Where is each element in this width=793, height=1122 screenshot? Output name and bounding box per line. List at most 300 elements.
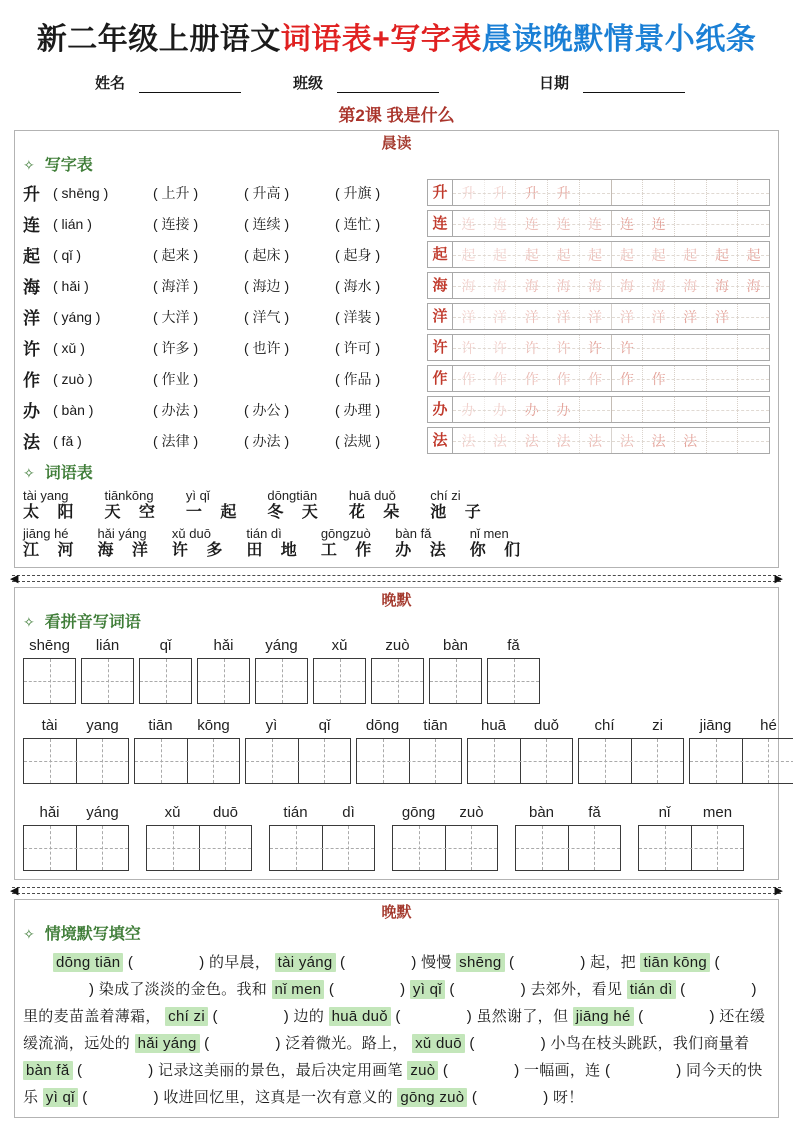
write-char: 升: [23, 185, 40, 204]
trace-cell: 起: [642, 242, 674, 267]
trace-cell: 作: [515, 366, 547, 391]
pinyin-practice-unit: [578, 717, 684, 784]
cloze-text: 泛着微光。路上，: [285, 1035, 408, 1052]
pinyin-label-row: [255, 637, 308, 658]
pinyin-label: fǎ: [588, 804, 601, 821]
trace-cell: 连: [579, 211, 611, 236]
pinyin-label: duō: [212, 804, 239, 821]
word-chars: 田 地: [246, 542, 304, 559]
word-item: [186, 488, 243, 523]
practice-cell: [246, 739, 298, 783]
cloze-text: 染成了淡淡的金色。我和: [98, 981, 268, 998]
pinyin-label: chí: [594, 717, 615, 734]
pinyin-label: zuò: [385, 637, 410, 654]
pinyin-practice-unit: [23, 717, 129, 784]
pinyin-label: men: [702, 804, 733, 821]
practice-cell: [135, 739, 187, 783]
diamond-bullet-icon: ✧: [23, 614, 35, 630]
write-table-columns: [23, 177, 427, 456]
write-row: [23, 177, 427, 208]
cloze-text: 一幅画，连: [523, 1062, 601, 1079]
practice-cell: [187, 739, 240, 783]
word-pinyin: jiāng hé: [23, 526, 69, 541]
write-word: ( 起床 ): [244, 246, 290, 263]
cloze-text: 记录这美丽的景色，最后决定用画笔: [158, 1062, 403, 1079]
word-pinyin: tài yang: [23, 488, 69, 503]
cloze-pinyin: shēng: [456, 953, 504, 972]
practice-cell: [568, 826, 621, 870]
title-segment-red: 词语表+写字表: [280, 23, 482, 56]
trace-cell: 海: [737, 273, 769, 298]
pinyin-label: zi: [652, 717, 663, 734]
trace-cell: 作: [579, 366, 611, 391]
date-field: [539, 72, 685, 93]
write-char: 法: [23, 433, 40, 452]
evening-badge-2: 晚默: [381, 904, 412, 921]
cloze-pinyin: tiān kōng: [640, 953, 710, 972]
name-label: 姓名: [95, 75, 126, 92]
write-word: ( 海水 ): [335, 277, 381, 294]
pinyin-practice-unit: [134, 717, 240, 784]
cloze-text: 去郊外，看见: [530, 981, 623, 998]
write-pinyin: ( qǐ ): [53, 246, 81, 263]
pinyin-label-row: [23, 637, 76, 658]
trace-cell: 洋: [515, 304, 547, 329]
word-item: [430, 488, 487, 523]
cloze-pinyin: xǔ duō: [412, 1034, 465, 1053]
cloze-pinyin: chí zi: [165, 1007, 208, 1026]
trace-grid-row: [427, 179, 770, 206]
trace-cell: 海: [706, 273, 738, 298]
write-pinyin: ( shēng ): [53, 184, 109, 201]
practice-cell: [579, 739, 631, 783]
trace-cell: 许: [611, 335, 643, 360]
write-pinyin: ( bàn ): [53, 401, 94, 418]
cloze-blank: ( ): [449, 981, 526, 998]
practice-cell: [147, 826, 199, 870]
pinyin-label: tài: [41, 717, 58, 734]
trace-grid-row: [427, 210, 770, 237]
practice-cell: [691, 826, 744, 870]
diamond-bullet-icon: ✧: [23, 465, 35, 481]
trace-cell: 法: [484, 428, 516, 453]
pinyin-label: shēng: [29, 637, 70, 654]
trace-head-cell: 许: [428, 335, 453, 360]
practice-box-double: [269, 825, 375, 871]
trace-cell: 海: [674, 273, 706, 298]
student-info-row: [10, 72, 783, 93]
trace-head-cell: 海: [428, 273, 453, 298]
pinyin-label-row: [197, 637, 250, 658]
trace-cell: [642, 180, 674, 205]
write-row: [23, 270, 427, 301]
cloze-pinyin: jiāng hé: [573, 1007, 634, 1026]
write-word: ( 起身 ): [335, 246, 381, 263]
trace-grid-row: [427, 272, 770, 299]
write-char: 海: [23, 278, 40, 297]
pinyin-practice-row-1: [23, 637, 770, 704]
practice-box-single: [139, 658, 192, 704]
trace-cell: 办: [461, 402, 476, 418]
practice-box-single: [429, 658, 482, 704]
pinyin-label-row: [356, 717, 462, 738]
pinyin-practice-unit: [515, 804, 621, 871]
pinyin-label: yáng: [86, 804, 119, 821]
practice-box-double: [467, 738, 573, 784]
trace-cell: 连: [611, 211, 643, 236]
trace-cell: 许: [461, 340, 476, 356]
write-word: ( 洋气 ): [244, 308, 290, 325]
trace-cell: [674, 397, 706, 422]
word-item: [97, 526, 154, 561]
word-item: [246, 526, 303, 561]
cloze-pinyin: yì qǐ: [410, 980, 445, 999]
pinyin-label-row: [429, 637, 482, 658]
pinyin-practice-unit: [371, 637, 424, 704]
trace-cell: [737, 335, 769, 360]
pinyin-label: yáng: [265, 637, 298, 654]
cloze-header: [23, 923, 770, 946]
word-table: [23, 488, 770, 561]
pinyin-practice-unit: [23, 804, 129, 871]
pinyin-practice-unit: [269, 804, 375, 871]
trace-cell: 许: [579, 335, 611, 360]
pinyin-label: huā: [480, 717, 507, 734]
write-char: 连: [23, 216, 40, 235]
cloze-blank: ( ): [395, 1008, 472, 1025]
practice-cell: [76, 739, 129, 783]
cloze-text: 起，把: [590, 954, 636, 971]
write-word: ( 洋装 ): [335, 308, 381, 325]
write-word: ( 连接 ): [153, 215, 199, 232]
practice-box-single: [255, 658, 308, 704]
write-char: 洋: [23, 309, 40, 328]
pinyin-label: tiān: [423, 717, 448, 734]
cloze-pinyin: gōng zuò: [397, 1088, 467, 1107]
cut-line: ◀ ▶: [10, 572, 783, 585]
evening-badge-1: 晚默: [381, 592, 412, 609]
morning-reading-box: [14, 130, 779, 568]
pinyin-label: xǔ: [331, 637, 348, 654]
write-row: [23, 301, 427, 332]
word-item: [172, 526, 229, 561]
trace-cell: 法: [547, 428, 579, 453]
trace-cell: 海: [484, 273, 516, 298]
write-pinyin: ( xǔ ): [53, 339, 85, 356]
pinyin-label: qǐ: [318, 717, 331, 734]
trace-cell: [674, 335, 706, 360]
pinyin-label: bàn: [528, 804, 555, 821]
word-item: [104, 488, 161, 523]
trace-cell: 起: [547, 242, 579, 267]
cloze-pinyin: tián dì: [627, 980, 676, 999]
pinyin-label-row: [146, 804, 252, 825]
practice-cell: [322, 826, 375, 870]
write-word: ( 法律 ): [153, 432, 199, 449]
word-item: [23, 488, 80, 523]
lesson-title: 第2课 我是什么: [338, 106, 455, 125]
trace-cell: 连: [461, 216, 476, 232]
trace-cell: 许: [547, 335, 579, 360]
practice-cell: [409, 739, 462, 783]
word-chars: 许 多: [171, 542, 230, 559]
practice-cell: [76, 826, 129, 870]
trace-cell: 许: [515, 335, 547, 360]
practice-cell: [445, 826, 498, 870]
word-chars: 天 空: [104, 504, 162, 521]
pinyin-label-row: [81, 637, 134, 658]
cut-line: ◀ ▶: [10, 884, 783, 897]
practice-cell: [468, 739, 520, 783]
name-field: [95, 72, 241, 93]
practice-cell: [393, 826, 445, 870]
practice-box-single: [371, 658, 424, 704]
page-title: [10, 14, 783, 58]
practice-box-double: [392, 825, 498, 871]
cloze-blank: ( ): [328, 981, 406, 998]
pinyin-label-row: [515, 804, 621, 825]
trace-cell: [674, 211, 706, 236]
trace-cell: [674, 180, 706, 205]
cloze-blank: ( ): [76, 1062, 154, 1079]
cloze-pinyin: huā duǒ: [329, 1007, 391, 1026]
cloze-pinyin: bàn fǎ: [23, 1061, 73, 1080]
trace-cell: 连: [642, 211, 674, 236]
trace-cell: [642, 335, 674, 360]
trace-cell: 法: [674, 428, 706, 453]
cloze-blank: ( ): [82, 1089, 159, 1106]
write-word: ( 法规 ): [335, 432, 381, 449]
trace-cell: 作: [547, 366, 579, 391]
trace-cell: [737, 304, 769, 329]
trace-cell: 海: [547, 273, 579, 298]
trace-cell: [706, 366, 738, 391]
cloze-pinyin: tài yáng: [275, 953, 336, 972]
practice-cell: [639, 826, 691, 870]
trace-grid-row: [427, 396, 770, 423]
practice-box-double: [134, 738, 240, 784]
word-chars: 池 子: [430, 504, 488, 521]
pinyin-label: hé: [760, 717, 777, 734]
pinyin-label-row: [23, 717, 129, 738]
trace-grid-row: [427, 303, 770, 330]
write-word: ( 许可 ): [335, 339, 381, 356]
write-word: ( 海洋 ): [153, 277, 199, 294]
cloze-blank: ( ): [212, 1008, 290, 1025]
trace-cell: 法: [515, 428, 547, 453]
trace-cell: [611, 397, 643, 422]
trace-cell: 起: [515, 242, 547, 267]
cloze-pinyin: dōng tiān: [53, 953, 123, 972]
write-row: [23, 394, 427, 425]
write-row: [23, 208, 427, 239]
word-item: [321, 526, 378, 561]
practice-box-double: [23, 738, 129, 784]
write-char: 作: [23, 371, 40, 390]
write-word: ( 作品 ): [335, 370, 381, 387]
trace-cell: 起: [579, 242, 611, 267]
practice-box-single: [197, 658, 250, 704]
write-word: ( 许多 ): [153, 339, 199, 356]
cloze-pinyin: hǎi yáng: [135, 1034, 200, 1053]
word-pinyin: tián dì: [246, 526, 282, 541]
write-char: 办: [23, 402, 40, 421]
pinyin-practice-unit: [81, 637, 134, 704]
word-pinyin: nǐ men: [469, 526, 509, 541]
pinyin-label: kōng: [197, 717, 230, 734]
name-blank-line: [139, 77, 241, 93]
pinyin-label: zuò: [459, 804, 484, 821]
pinyin-label-row: [487, 637, 540, 658]
write-row: [23, 425, 427, 456]
cloze-text: 里的麦苗盖着薄霜，: [23, 1008, 161, 1025]
cloze-text: 收进回忆里，这真是一次有意义的: [163, 1089, 393, 1106]
trace-cell: [737, 397, 769, 422]
trace-cell: 起: [737, 242, 769, 267]
practice-box-single: [23, 658, 76, 704]
trace-cell: 洋: [642, 304, 674, 329]
word-table-row: [23, 488, 770, 523]
trace-cell: 海: [642, 273, 674, 298]
word-chars: 办 法: [395, 542, 453, 559]
pinyin-label: gōng: [401, 804, 436, 821]
pinyin-label-row: [467, 717, 573, 738]
write-char: 许: [23, 340, 40, 359]
trace-cell: [706, 180, 738, 205]
trace-cell: 升: [515, 180, 547, 205]
word-pinyin: chí zi: [430, 488, 461, 503]
pinyin-label-row: [371, 637, 424, 658]
cloze-blank: ( ): [469, 1035, 547, 1052]
word-chars: 太 阳: [23, 504, 81, 521]
practice-cell: [631, 739, 684, 783]
practice-box-double: [638, 825, 744, 871]
practice-cell: [516, 826, 568, 870]
date-label: 日期: [539, 75, 570, 92]
trace-cell: 起: [611, 242, 643, 267]
trace-cell: [642, 397, 674, 422]
pinyin-practice-unit: [197, 637, 250, 704]
word-pinyin: yì qǐ: [185, 488, 210, 503]
cloze-header-label: 情境默写填空: [44, 926, 141, 943]
trace-cell: 办: [547, 397, 579, 422]
trace-cell: 海: [515, 273, 547, 298]
trace-cell: 洋: [611, 304, 643, 329]
write-pinyin: ( hǎi ): [53, 277, 89, 294]
word-pinyin: xǔ duō: [171, 526, 211, 541]
pinyin-practice-row-3: [23, 804, 770, 871]
class-label: 班级: [293, 75, 324, 92]
practice-box-double: [23, 825, 129, 871]
trace-head-cell: 连: [428, 211, 453, 236]
practice-cell: [298, 739, 351, 783]
trace-cell: 洋: [547, 304, 579, 329]
pinyin-label: tiān: [148, 717, 173, 734]
practice-box-single: [487, 658, 540, 704]
trace-cell: 法: [611, 428, 643, 453]
practice-box-single: [81, 658, 134, 704]
write-table-header: [23, 154, 770, 177]
cloze-text: 呀！: [552, 1089, 584, 1106]
word-chars: 工 作: [320, 542, 379, 559]
word-chars: 花 朵: [348, 504, 407, 521]
word-item: [267, 488, 324, 523]
practice-cell: [742, 739, 793, 783]
word-pinyin: dōngtiān: [267, 488, 318, 503]
trace-cell: 作: [484, 366, 516, 391]
write-word: ( 升旗 ): [335, 184, 381, 201]
trace-cell: [737, 428, 769, 453]
word-table-row: [23, 526, 770, 561]
trace-cell: 作: [461, 371, 476, 387]
pinyin-label: dì: [342, 804, 355, 821]
pinyin-label: jiāng: [699, 717, 732, 734]
pinyin-practice-unit: [23, 637, 76, 704]
write-word: ( 连续 ): [244, 215, 290, 232]
pinyin-label-row: [578, 717, 684, 738]
pinyin-practice-unit: [689, 717, 793, 784]
word-pinyin: bàn fǎ: [395, 526, 432, 541]
morning-badge: 晨读: [381, 135, 412, 152]
trace-cell: 洋: [461, 309, 476, 325]
class-field: [293, 72, 439, 93]
evening-dictation-box-1: [14, 587, 779, 880]
pinyin-label: dōng: [365, 717, 400, 734]
trace-cell: 洋: [674, 304, 706, 329]
practice-cell: [270, 826, 322, 870]
trace-cell: 洋: [579, 304, 611, 329]
pinyin-label: duǒ: [533, 717, 560, 734]
pinyin-practice-unit: [467, 717, 573, 784]
trace-grid-row: [427, 427, 770, 454]
word-item: [349, 488, 406, 523]
date-blank-line: [583, 77, 685, 93]
cloze-text: 慢慢: [421, 954, 452, 971]
write-row: [23, 332, 427, 363]
cloze-text: 还在缓缓流淌，远处的: [23, 1008, 766, 1052]
trace-cell: 海: [579, 273, 611, 298]
stroke-trace-grids: [427, 177, 770, 458]
diamond-bullet-icon: ✧: [23, 157, 35, 173]
practice-box-single: [313, 658, 366, 704]
cloze-blank: ( ): [604, 1062, 682, 1079]
practice-box-double: [689, 738, 793, 784]
cloze-blank: ( ): [340, 954, 417, 971]
pinyin-label: hǎi: [213, 637, 234, 654]
trace-grid-row: [427, 334, 770, 361]
cloze-text: 的早晨，: [208, 954, 271, 971]
word-chars: 海 洋: [97, 542, 155, 559]
write-table-header-label: 写字表: [44, 157, 93, 174]
pinyin-practice-unit: [487, 637, 540, 704]
cloze-blank: ( ): [442, 1062, 520, 1079]
word-pinyin: tiānkōng: [104, 488, 154, 503]
title-segment-black: 新二年级上册语文: [36, 23, 281, 56]
word-item: [23, 526, 80, 561]
trace-head-cell: 法: [428, 428, 453, 453]
trace-cell: [737, 211, 769, 236]
pinyin-label-row: [269, 804, 375, 825]
trace-cell: [674, 366, 706, 391]
pinyin-write-header: [23, 611, 770, 634]
cloze-pinyin: yì qǐ: [43, 1088, 78, 1107]
class-blank-line: [337, 77, 439, 93]
word-chars: 一 起: [185, 504, 244, 521]
cloze-pinyin: nǐ men: [272, 980, 325, 999]
practice-cell: [690, 739, 742, 783]
pinyin-label: yì: [265, 717, 278, 734]
trace-cell: [579, 397, 611, 422]
